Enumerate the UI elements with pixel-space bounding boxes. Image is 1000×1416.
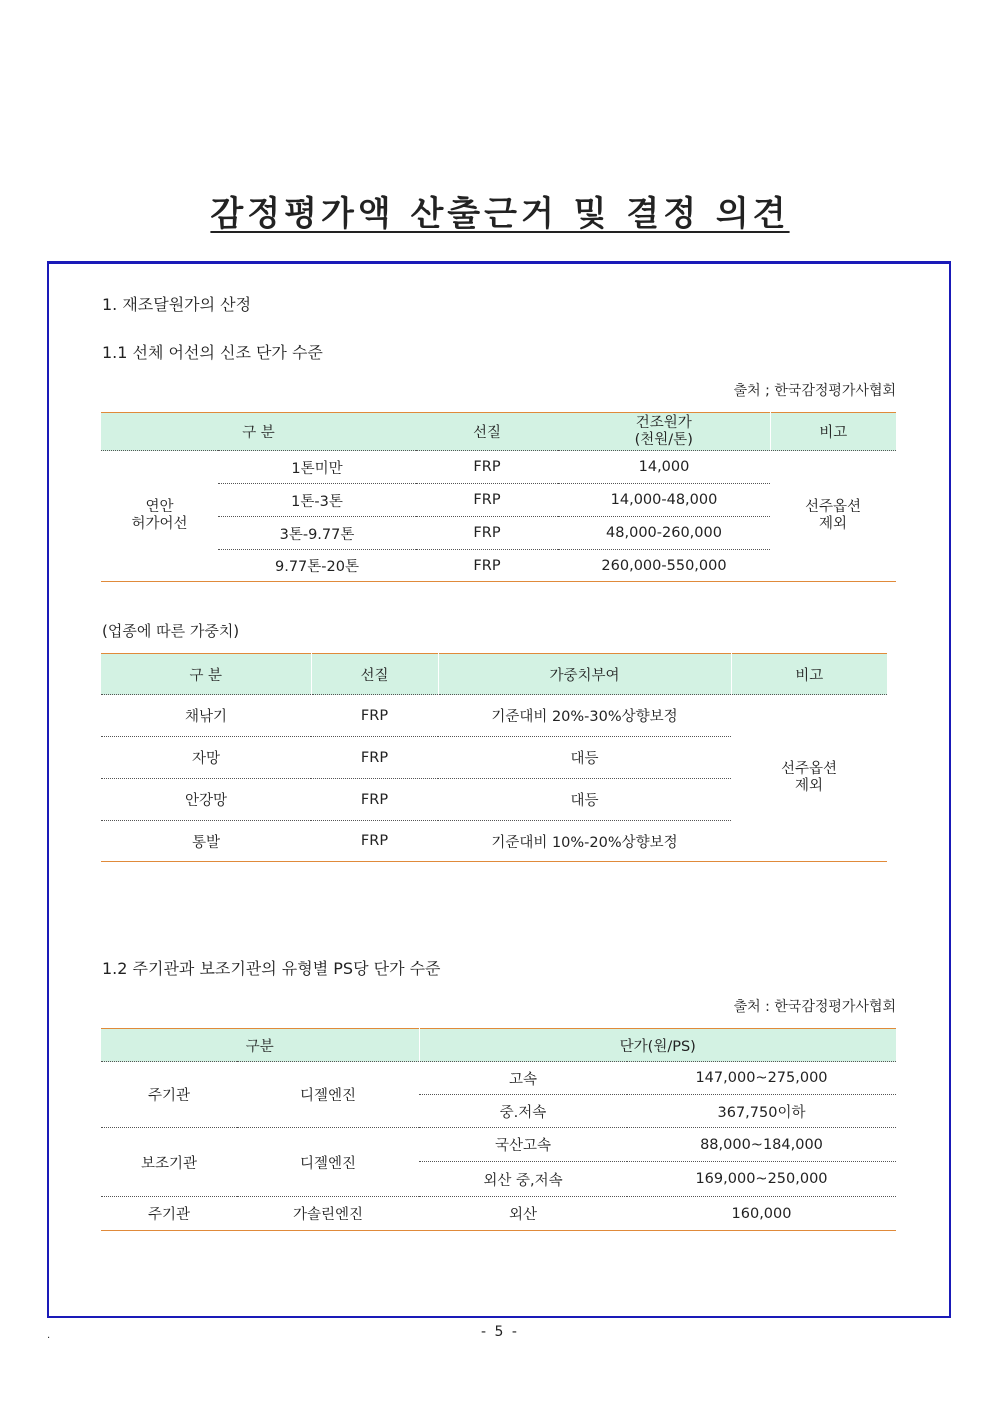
group-label: 연안 허가어선 xyxy=(101,451,218,582)
material-cell: FRP xyxy=(311,821,438,862)
weight-table xyxy=(101,653,887,862)
weight-cell: 대등 xyxy=(438,737,731,779)
engine-kind-cell: 국산고속 xyxy=(419,1128,627,1162)
price-cell: 147,000~275,000 xyxy=(627,1062,896,1095)
material-cell: FRP xyxy=(416,484,558,517)
fishery-type-cell: 자망 xyxy=(101,737,311,779)
corner-mark: . xyxy=(47,1330,51,1341)
col-header-note: 비고 xyxy=(731,654,887,695)
section-heading-1: 1. 재조달원가의 산정 xyxy=(102,295,252,314)
col-header-material: 선질 xyxy=(311,654,438,695)
page-title: 감정평가액 산출근거 및 결정 의견 xyxy=(210,194,790,234)
engine-role-cell: 주기관 xyxy=(101,1062,237,1128)
table-row xyxy=(101,1197,896,1231)
engine-type-cell: 디젤엔진 xyxy=(237,1128,419,1197)
material-cell: FRP xyxy=(416,550,558,582)
engine-kind-cell: 외산 중,저속 xyxy=(419,1162,627,1197)
source-note-2: 출처 : 한국감정평가사협회 xyxy=(733,999,896,1015)
engine-price-table xyxy=(101,1028,896,1231)
tonnage-cell: 1톤-3톤 xyxy=(218,484,416,517)
price-cell: 367,750이하 xyxy=(627,1095,896,1128)
section-heading-1-1: 1.1 선체 어선의 신조 단가 수준 xyxy=(102,343,323,362)
note-cell: 선주옵션 제외 xyxy=(731,695,887,862)
material-cell: FRP xyxy=(416,517,558,550)
cost-cell: 48,000-260,000 xyxy=(558,517,770,550)
hull-cost-table xyxy=(101,412,896,582)
engine-kind-cell: 중.저속 xyxy=(419,1095,627,1128)
engine-kind-cell: 고속 xyxy=(419,1062,627,1095)
page-number: - 5 - xyxy=(481,1324,519,1340)
price-cell: 160,000 xyxy=(627,1197,896,1231)
material-cell: FRP xyxy=(311,695,438,737)
section-heading-1-2: 1.2 주기관과 보조기관의 유형별 PS당 단가 수준 xyxy=(102,959,441,978)
fishery-type-cell: 채낚기 xyxy=(101,695,311,737)
col-header-note: 비고 xyxy=(770,413,896,451)
material-cell: FRP xyxy=(311,737,438,779)
engine-role-cell: 주기관 xyxy=(101,1197,237,1231)
col-header-weight: 가중치부여 xyxy=(438,654,731,695)
fishery-type-cell: 통발 xyxy=(101,821,311,862)
cost-cell: 260,000-550,000 xyxy=(558,550,770,582)
fishery-type-cell: 안강망 xyxy=(101,779,311,821)
col-header-cost: 건조원가 (천원/톤) xyxy=(558,413,770,451)
engine-role-cell: 보조기관 xyxy=(101,1128,237,1197)
cost-cell: 14,000-48,000 xyxy=(558,484,770,517)
table-row xyxy=(101,451,896,484)
engine-kind-cell: 외산 xyxy=(419,1197,627,1231)
cost-cell: 14,000 xyxy=(558,451,770,484)
price-cell: 169,000~250,000 xyxy=(627,1162,896,1197)
price-cell: 88,000~184,000 xyxy=(627,1128,896,1162)
source-note-1: 출처 ; 한국감정평가사협회 xyxy=(733,383,896,399)
tonnage-cell: 9.77톤-20톤 xyxy=(218,550,416,582)
note-cell: 선주옵션 제외 xyxy=(770,451,896,582)
table-row xyxy=(101,1062,896,1095)
tonnage-cell: 3톤-9.77톤 xyxy=(218,517,416,550)
engine-type-cell: 가솔린엔진 xyxy=(237,1197,419,1231)
engine-type-cell: 디젤엔진 xyxy=(237,1062,419,1128)
col-header-category: 구분 xyxy=(101,1029,419,1062)
table-row xyxy=(101,1128,896,1162)
col-header-category: 구 분 xyxy=(101,413,416,451)
weight-cell: 기준대비 10%-20%상향보정 xyxy=(438,821,731,862)
col-header-unit-price: 단가(원/PS) xyxy=(419,1029,896,1062)
table-row xyxy=(101,695,887,737)
material-cell: FRP xyxy=(416,451,558,484)
tonnage-cell: 1톤미만 xyxy=(218,451,416,484)
material-cell: FRP xyxy=(311,779,438,821)
weight-cell: 대등 xyxy=(438,779,731,821)
weight-caption: (업종에 따른 가중치) xyxy=(102,622,240,640)
weight-cell: 기준대비 20%-30%상향보정 xyxy=(438,695,731,737)
col-header-material: 선질 xyxy=(416,413,558,451)
col-header-category: 구 분 xyxy=(101,654,311,695)
